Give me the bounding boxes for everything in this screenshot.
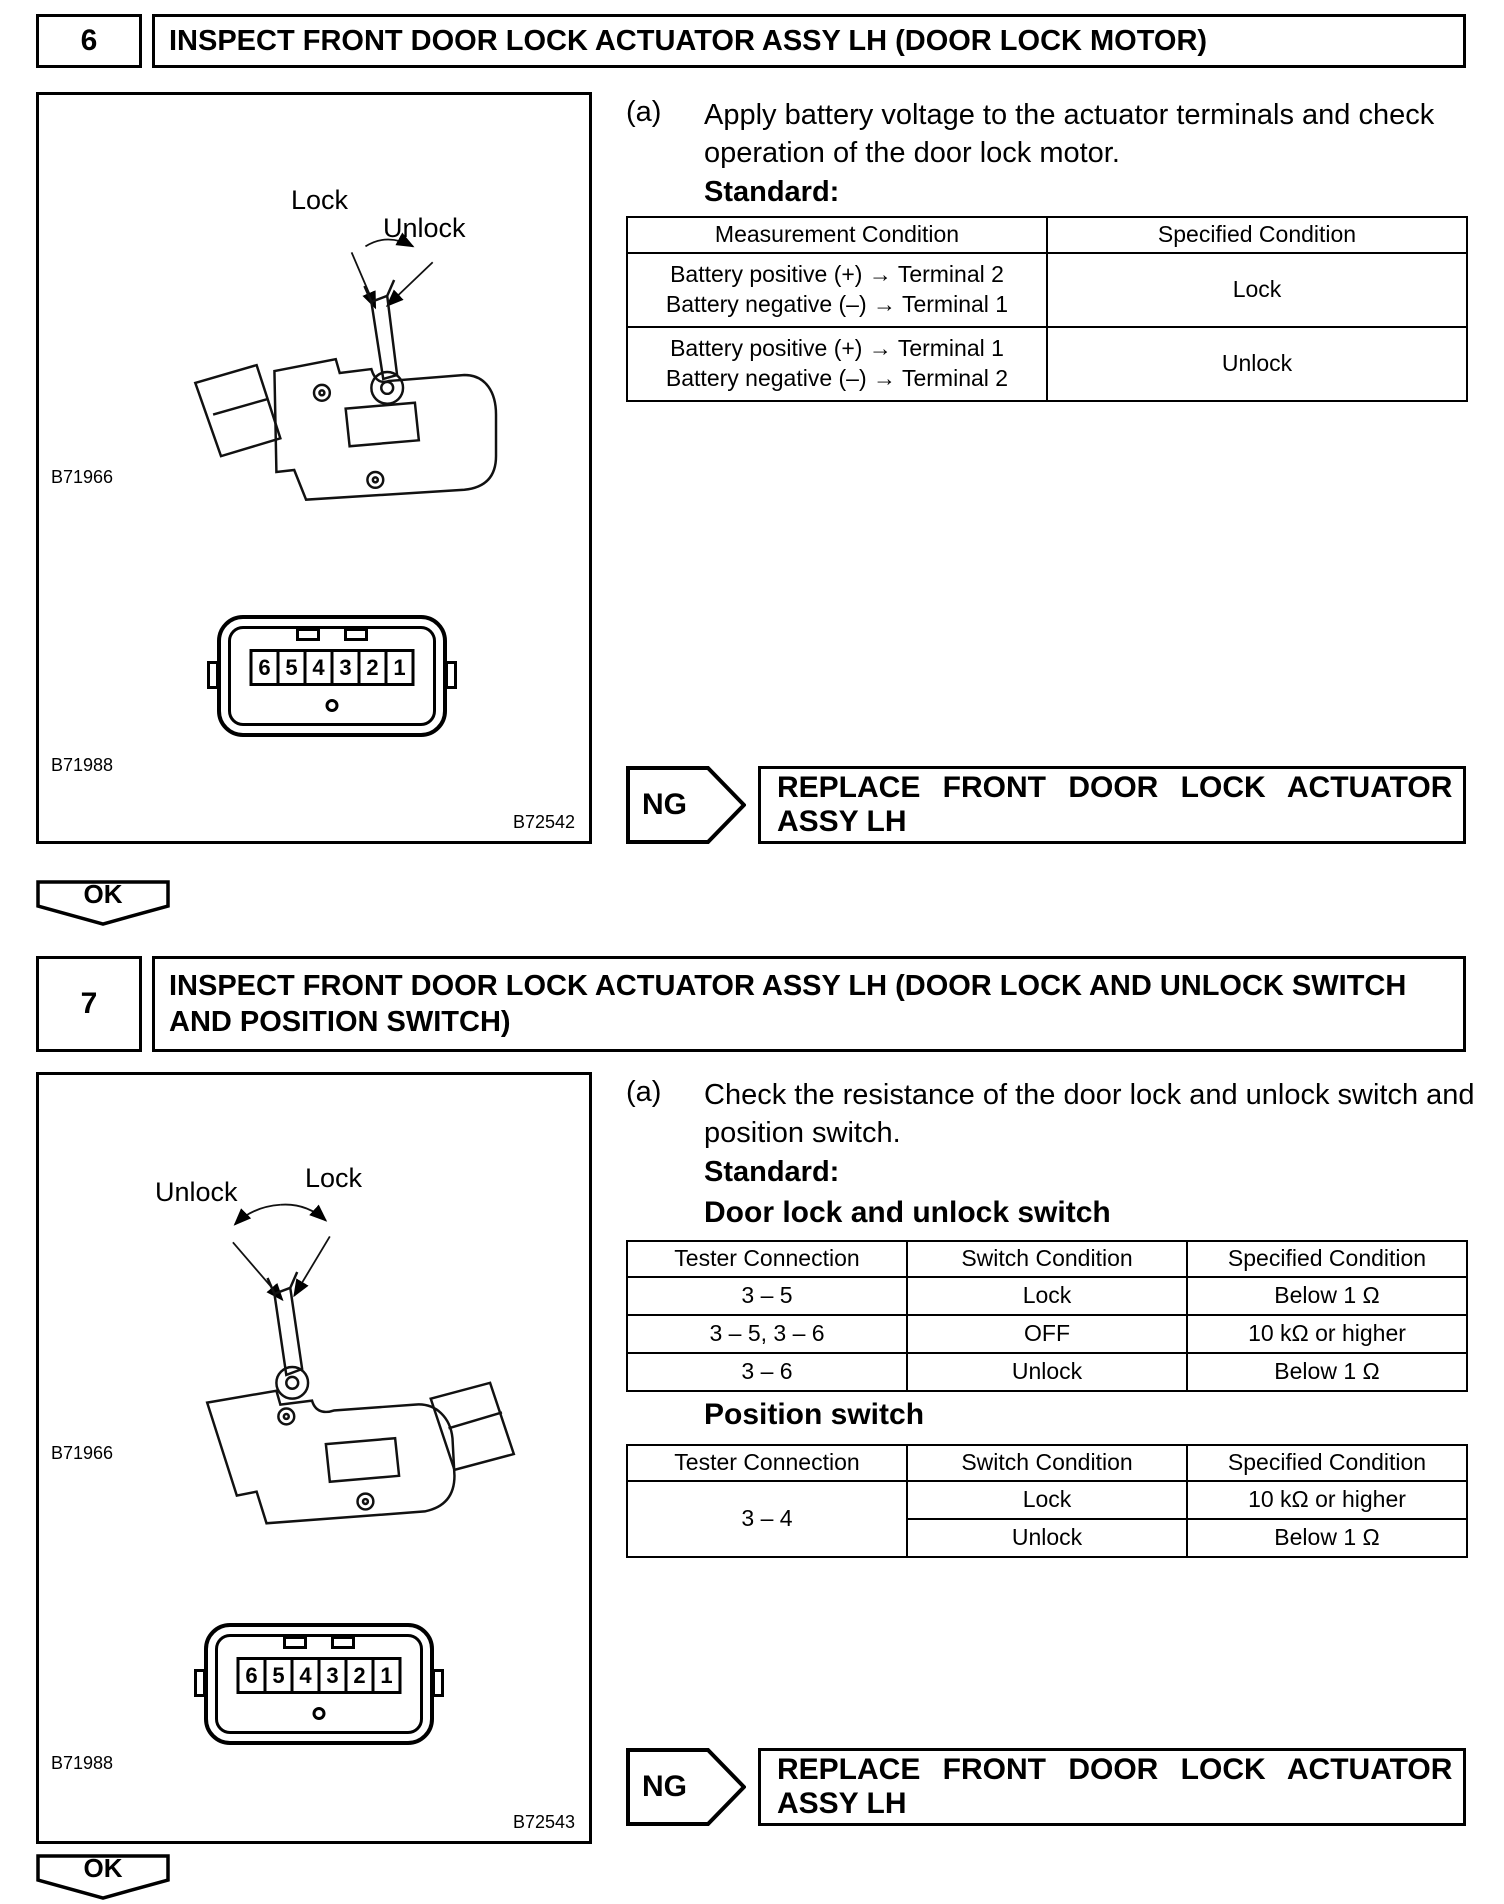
connector-diagram xyxy=(204,1623,434,1745)
standard-label: Standard: xyxy=(704,176,840,208)
step6-title: INSPECT FRONT DOOR LOCK ACTUATOR ASSY LH (DOOR LOCK MOTOR) xyxy=(152,14,1466,68)
ok-banner xyxy=(36,1854,170,1900)
table-header-cell: Specified Condition xyxy=(1047,217,1467,253)
switch-condition-cell: OFF xyxy=(907,1315,1187,1353)
ng-arrow xyxy=(626,766,746,844)
ng-action-box xyxy=(758,766,1466,844)
connector-pin: 1 xyxy=(372,1657,402,1694)
step6-figure xyxy=(36,92,592,844)
connector-side-tab xyxy=(207,661,219,689)
specified-condition-cell: Lock xyxy=(1047,253,1467,327)
connector-pin: 4 xyxy=(304,649,334,686)
item-a-text: Check the resistance of the door lock and unlock switch and position switch. xyxy=(704,1079,1475,1150)
tester-connection-cell: 3 – 5, 3 – 6 xyxy=(627,1315,907,1353)
connector-pin: 1 xyxy=(385,649,415,686)
ng-action-box xyxy=(758,1748,1466,1826)
table-header-cell: Specified Condition xyxy=(1187,1241,1467,1277)
position-switch-table xyxy=(626,1444,1468,1558)
connector-pin: 2 xyxy=(358,649,388,686)
connector-latch-tab xyxy=(331,1636,355,1649)
connector-pin: 6 xyxy=(250,649,280,686)
connector-latch-tab xyxy=(344,628,368,641)
ng-label: NG xyxy=(642,788,687,821)
position-switch-heading: Position switch xyxy=(704,1398,925,1431)
step7-header xyxy=(36,956,1466,1052)
ng-label: NG xyxy=(642,1770,687,1803)
part-code: B72542 xyxy=(512,812,575,832)
connector-side-tab xyxy=(194,1669,206,1697)
lock-switch-table xyxy=(626,1240,1468,1392)
table-header-cell: Measurement Condition xyxy=(627,217,1047,253)
specified-condition-cell: Below 1 Ω xyxy=(1187,1519,1467,1557)
tester-connection-cell: 3 – 5 xyxy=(627,1277,907,1315)
specified-condition-cell: Below 1 Ω xyxy=(1187,1277,1467,1315)
connector-side-tab xyxy=(445,661,457,689)
part-code: B71988 xyxy=(51,755,114,775)
step6-header xyxy=(36,14,1466,68)
specified-condition-cell: 10 kΩ or higher xyxy=(1187,1481,1467,1519)
switch-condition-cell: Unlock xyxy=(907,1353,1187,1391)
step7-title: INSPECT FRONT DOOR LOCK ACTUATOR ASSY LH (DOOR LOCK AND UNLOCK SWITCH AND POSITION SWITCH) xyxy=(152,956,1466,1052)
ng-action-line: ASSY LH xyxy=(777,805,907,838)
specified-condition-cell: Unlock xyxy=(1047,327,1467,401)
motor-check-table xyxy=(626,216,1468,402)
specified-condition-cell: 10 kΩ or higher xyxy=(1187,1315,1467,1353)
lock-label: Lock xyxy=(305,1163,363,1193)
connector-pin: 4 xyxy=(291,1657,321,1694)
specified-condition-cell: Below 1 Ω xyxy=(1187,1353,1467,1391)
step7-figure xyxy=(36,1072,592,1844)
part-code: B71966 xyxy=(51,1443,114,1463)
item-a-marker: (a) xyxy=(626,1076,662,1108)
unlock-label: Unlock xyxy=(155,1177,238,1207)
connector-latch-tab xyxy=(296,628,320,641)
connector-pin: 3 xyxy=(318,1657,348,1694)
ng-action-line: REPLACE FRONT DOOR LOCK ACTUATOR xyxy=(777,1752,1453,1786)
switch-condition-cell: Lock xyxy=(907,1277,1187,1315)
connector-pin: 5 xyxy=(277,649,307,686)
ng-arrow xyxy=(626,1748,746,1826)
connector-latch-tab xyxy=(283,1636,307,1649)
ng-action-line: REPLACE FRONT DOOR LOCK ACTUATOR xyxy=(777,770,1453,804)
item-a-marker: (a) xyxy=(626,96,662,128)
table-header-cell: Switch Condition xyxy=(907,1445,1187,1481)
table-header-cell: Switch Condition xyxy=(907,1241,1187,1277)
switch-condition-cell: Unlock xyxy=(907,1519,1187,1557)
step7-number: 7 xyxy=(36,956,142,1052)
lock-label: Lock xyxy=(291,185,349,215)
part-code: B71966 xyxy=(51,467,114,487)
standard-label: Standard: xyxy=(704,1156,840,1188)
measurement-condition-cell xyxy=(627,327,1047,401)
connector-pin-row xyxy=(250,649,415,686)
connector-pin: 2 xyxy=(345,1657,375,1694)
lock-switch-heading: Door lock and unlock switch xyxy=(704,1196,1111,1229)
connector-guide-hole xyxy=(313,1707,326,1720)
condition-line: Battery positive (+) → Terminal 1 xyxy=(670,335,1004,362)
tester-connection-cell: 3 – 6 xyxy=(627,1353,907,1391)
table-header-cell: Specified Condition xyxy=(1187,1445,1467,1481)
part-code: B72543 xyxy=(512,1812,575,1832)
connector-guide-hole xyxy=(326,699,339,712)
ok-label: OK xyxy=(83,1853,123,1883)
connector-pin-row xyxy=(237,1657,402,1694)
connector-pin: 3 xyxy=(331,649,361,686)
table-header-cell: Tester Connection xyxy=(627,1241,907,1277)
condition-line: Battery positive (+) → Terminal 2 xyxy=(670,261,1004,288)
connector-pin: 5 xyxy=(264,1657,294,1694)
connector-pin: 6 xyxy=(237,1657,267,1694)
tester-connection-cell: 3 – 4 xyxy=(627,1481,907,1557)
connector-diagram xyxy=(217,615,447,737)
measurement-condition-cell xyxy=(627,253,1047,327)
switch-condition-cell: Lock xyxy=(907,1481,1187,1519)
condition-line: Battery negative (–) → Terminal 1 xyxy=(665,291,1009,317)
step6-number: 6 xyxy=(36,14,142,68)
ok-label: OK xyxy=(83,879,123,909)
unlock-label: Unlock xyxy=(383,213,466,243)
part-code: B71988 xyxy=(51,1753,114,1773)
connector-side-tab xyxy=(432,1669,444,1697)
table-header-cell: Tester Connection xyxy=(627,1445,907,1481)
ok-banner xyxy=(36,880,170,926)
condition-line: Battery negative (–) → Terminal 2 xyxy=(665,365,1009,391)
ng-action-line: ASSY LH xyxy=(777,1787,907,1820)
item-a-text: Apply battery voltage to the actuator terminals and check operation of the door lock motor. xyxy=(704,99,1435,170)
